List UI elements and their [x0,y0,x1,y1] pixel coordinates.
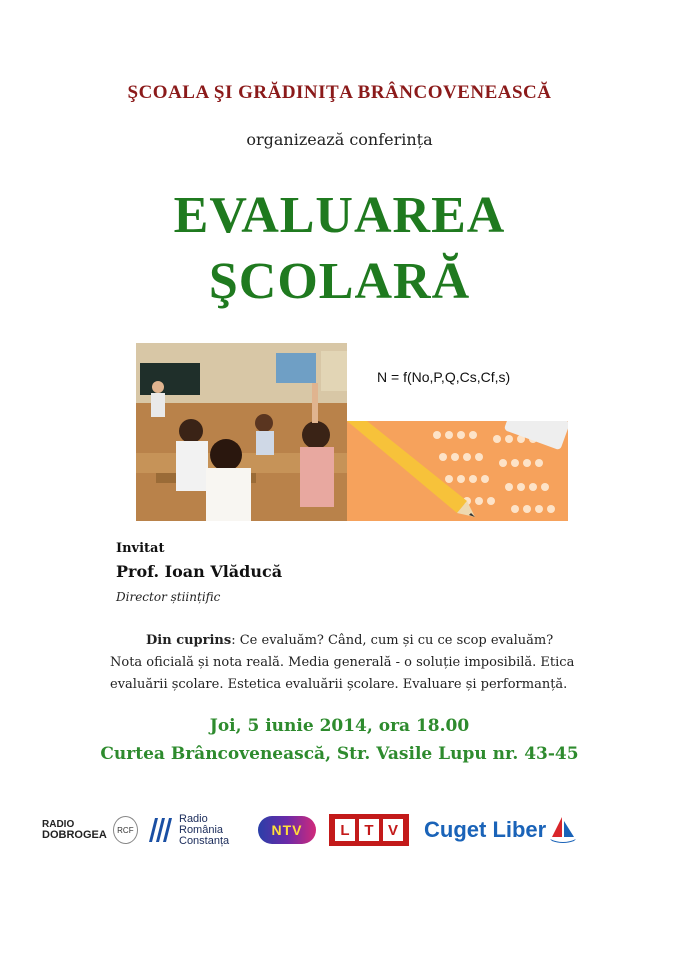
formula-panel [347,343,568,521]
radio-romania-icon [147,814,175,846]
dobrogea-line1: RADIO [42,819,75,830]
dobrogea-line2: DOBROGEA [42,829,107,841]
ntv-logo [258,810,320,850]
ntv-text: NTV [271,822,303,838]
invited-label: Invitat [116,541,165,556]
speaker-role: Director științific [116,590,221,604]
rcf-icon: RCF [113,816,138,844]
school-name: ŞCOALA ŞI GRĂDINIŢA BRÂNCOVENEASCĂ [127,82,552,103]
ltv-l: L [335,819,355,841]
organizes-text: organizează conferința [246,130,433,149]
radio-romania-constanta-logo [147,810,247,850]
rrc-line2: România [179,823,224,836]
answer-sheet-illustration [347,421,568,521]
sailboat-icon [550,815,576,845]
cuget-liber-logo [424,810,592,850]
ltv-t: T [359,819,379,841]
answer-sheet [347,421,568,521]
title-line-2: ŞCOLARĂ [208,253,471,310]
event-venue: Curtea Brâncovenească, Str. Vasile Lupu nr. 43-45 [100,744,579,764]
cuget-liber-text: Cuget Liber [424,817,547,842]
ltv-v: V [383,819,403,841]
formula-text: N = f(No,P,Q,Cs,Cf,s) [377,369,511,385]
radio-dobrogea-logo [42,810,138,850]
rrc-line3: Constanța [179,834,230,847]
classroom-photo [136,343,347,521]
classroom-illustration [136,343,347,521]
title-line-1: EVALUAREA [173,187,506,244]
rrc-line1: Radio [179,812,208,825]
contents-lead: Din cuprins [146,633,232,648]
contents-text: : Ce evaluăm? Când, cum și cu ce scop evaluăm? Nota oficială și nota reală. Media generală - o soluție imposibilă. Etica evaluării școlare. Estetica evaluării școlare. Evaluare și performanță. [110,633,575,692]
event-date: Joi, 5 iunie 2014, ora 18.00 [209,716,470,736]
speaker-name: Prof. Ioan Vlăducă [116,562,283,581]
ltv-logo [329,810,417,850]
contents-paragraph [110,630,580,696]
